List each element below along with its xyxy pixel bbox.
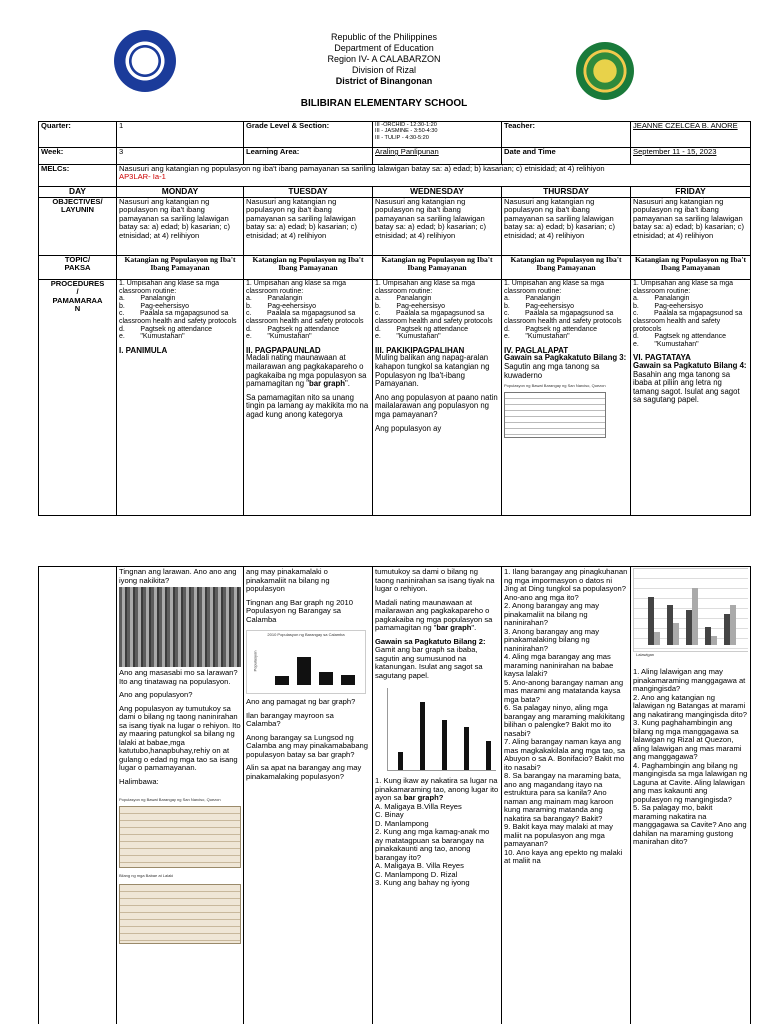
activity-bar-1 bbox=[398, 752, 403, 770]
population-example-table bbox=[119, 806, 241, 868]
procedure-friday: 1. Umpisahan ang klase sa mga classroom routine: a. Panalangin b. Pag-eehersisyo c. Paalala sa mgapagsunod sa classroom health and safety protocols d. Pagtsek ng attendance e. "Kumustahan" VI. PAGTATAYA Gawain sa Pagkatuto Bilang 4: Basahin ang mga tanong sa ibaba at piliin ang letra ng tamang sagot. Isulat ang sagot sa sagutang papel. bbox=[631, 280, 751, 516]
quarter-value: 1 bbox=[117, 122, 244, 148]
topic-monday: Katangian ng Populasyon ng Iba't Ibang Pamayanan bbox=[117, 256, 244, 280]
page2-thursday-column: 1. Ilang barangay ang pinagkuhanan ng mga impormasyon o datos ni Jing at Ding tungkol sa populasyon? Ano-ano ang mga ito? 2. Anong barangay ang may pinakamaliit na bilang ng naninirahan? 3. Anong barangay ang may pinakamalaking bilang ng naninirahan? 4. Aling mga barangay ang mas maraming naninirahan na babae kaysa lalaki? 5. Ano-anong barangay naman ang mas marami ang matatanda kaysa mga bata? 6. Sa palagay ninyo, aling mga barangay ang maraming makikitang bilihan o palengke? Bakit mo ito nasabi? 7. Aling barangay naman kaya ang mas magkakakilala ang mga tao, sa Abuyon o sa A. Bonifacio? Bakit mo ito nasabi? 8. Sa barangay na maraming bata, ano ang magandang itayo na estruktura para sa kanila? Ano naman ang mainam mag karoon kung maraming matanda ang nakatira sa barangay? Bakit? 9. Bakit kaya may malaki at may maliit na populasyon ang mga pamayanan? 10. Ano kaya ang epekto ng malaki at maliit na bbox=[504, 568, 628, 865]
workers-bar-2-2 bbox=[673, 623, 679, 645]
page2-wednesday-column: tumutukoy sa dami o bilang ng taong naninirahan sa isang tiyak na lugar o rehiyon. Madali nating maunawaan at mailarawan ang pagkakapareho o pagkakaiba ng mga populasyon sa pamamagitan ng "bar graph". Gawain sa Pagkatuto Bilang 2: Gamit ang bar graph sa ibaba, sagutin ang sumusunod na katanungan. Isulat ang sagot sa sagutang papel. 1. Kung ikaw ay nakatira sa lugar na pinakamaraming tao, anong lugar ito ayon sa bar graph? A. Maligaya B.Villa Reyes C. Binay D. Manlampong 2. Kung ang mga kamag-anak mo ay matatagpuan sa barangay na pinakakaunti ang tao, anong barangay ito? A. Maligaya B. Villa Reyes C. Manlampong D. Rizal 3. Kung ang bahay ng iyong bbox=[375, 568, 499, 887]
procedure-wednesday: 1. Umpisahan ang klase sa mga classroom routine: a. Panalangin b. Pag-eehersisyo c. Paalala sa mgapagsunod sa classroom health and safety protocols d. Pagtsek ng attendance e. "Kumustahan" III. PAKIKIPAGPALIHAN Muling balikan ang napag-aralan kahapon tungkol sa katangian ng Populasyon ng Iba't-ibang Pamayanan. Ano ang populasyon at paano natin mailalarawan ang populasyon ng mga pamayanan? Ang populasyon ay bbox=[373, 280, 502, 516]
calamba-bar-chart bbox=[246, 630, 366, 694]
example-table-title: Populasyon ng Bawat Barangay ng San Narciso, Quezon bbox=[119, 797, 221, 802]
workers-bar-chart bbox=[633, 568, 748, 657]
area-label: Learning Area: bbox=[244, 148, 373, 165]
panimula-heading: I. PANIMULA bbox=[119, 345, 168, 355]
calamba-bar-2 bbox=[297, 657, 311, 686]
melcs-text: Nasusuri ang katangian ng populasyon ng iba't ibang pamayanan sa sariling lalawigan batay sa: a) edad; b) kasarian; c) etnisidad; at 4) relihiyon AP3LAR- Ia-1 bbox=[117, 165, 751, 187]
calamba-bar-4 bbox=[341, 675, 355, 686]
workers-bar-2-4 bbox=[711, 636, 717, 645]
page2-friday-column: Lalawigan 1. Aling lalawigan ang may pinakamaraming manggagawa at mangingisda? 2. Ano ang katangian ng lalawigan ng Batangas at marami ang nakatirang mangingisda dito? 3. Kung paghahambingin ang bilang ng mga manggagawa sa lalawigan ng Rizal at Quezon, aling lalawigan ang mas marami ang manggagawa? 4. Paghambingin ang bilang ng mangingisda sa mga lalawigan ng Laguna at Cavite. Aling lalawigan ang mas kakaunti ang populasyon ng mangingisda? 5. Sa palagay mo, bakit maraming nakatira na manggagawa sa Cavite? Ano ang dahilan na maraming gustong manirahan dito? bbox=[633, 568, 748, 847]
activity-bar-4 bbox=[464, 727, 469, 770]
objective-friday: Nasusuri ang katangian ng populasyon ng iba't ibang pamayanan sa sariling lalawigan batay sa: a) edad; b) kasarian; c) etnisidad; at 4) relihiyon bbox=[631, 198, 751, 256]
chart-y-label: Populasyon bbox=[252, 650, 258, 672]
page2-monday-column: Tingnan ang larawan. Ano ano ang iyong nakikita? Ano ang masasabi mo sa larawan? Ito ang tinatawag na populasyon. Ano ang populasyon? Ang populasyon ay tumutukoy sa dami o bilang ng taong naninirahan sa isang tiyak na lugar o rehiyon. Ito ay maaring patungkol sa bilang ng lalaki at babae,mga katutubo,hanapbuhay,rehiy on at gulang o edad ng mga tao sa isang lugar o pamamayanan. Halimbawa: Populasyon ng Bawat Barangay ng San Narciso, Quezon Bilang ng mga Babae at Lalaki bbox=[119, 568, 241, 944]
activity-bar-3 bbox=[442, 720, 447, 770]
page2-tuesday-column: ang may pinakamalaki o pinakamaliit na bilang ng populasyon Tingnan ang Bar graph ng 2010 Populasyon ng Barangay sa Calamba 2010 Populasyon ng Barangay sa Calamba Populasyon Ano ang pamagat ng bar graph? Ilan barangay mayroon sa Calamba? Anong barangay sa Lungsod ng Calamba ang may pinakamababang populasyon batay sa bar graph? Alin sa apat na barangay ang may pinakamalaking populasyon? bbox=[246, 568, 369, 781]
date-label: Date and Time bbox=[502, 148, 631, 165]
sections-list: III -ORCHID - 12:30-1:20 III - JASMINE - 3:50-4:30 III - TULIP - 4:30-5:20 bbox=[373, 122, 502, 148]
grade-label: Grade Level & Section: bbox=[244, 122, 373, 148]
activity-bar-chart bbox=[387, 688, 496, 771]
tuesday-header: TUESDAY bbox=[244, 187, 373, 198]
activity-bar-5 bbox=[486, 741, 491, 770]
date-value: September 11 - 15, 2023 bbox=[631, 148, 751, 165]
objective-monday: Nasusuri ang katangian ng populasyon ng iba't ibang pamayanan sa sariling lalawigan batay sa: a) edad; b) kasarian; c) etnisidad; at 4) relihiyon bbox=[117, 198, 244, 256]
chart-x-label: Lalawigan bbox=[636, 652, 655, 657]
objective-thursday: Nasusuri ang katangian ng populasyon ng iba't ibang pamayanan sa sariling lalawigan batay sa: a) edad; b) kasarian; c) etnisidad; at 4) relihiyon bbox=[502, 198, 631, 256]
topic-label: TOPIC/ PAKSA bbox=[39, 256, 117, 280]
topic-thursday: Katangian ng Populasyon ng Iba't Ibang Pamayanan bbox=[502, 256, 631, 280]
teacher-label: Teacher: bbox=[502, 122, 631, 148]
pagtataya-heading: VI. PAGTATAYA bbox=[633, 353, 691, 363]
gender-table-title: Bilang ng mga Babae at Lalaki bbox=[119, 873, 174, 878]
melcs-label: MELCs: bbox=[39, 165, 117, 187]
pakikipagpalihan-heading: III. PAKIKIPAGPALIHAN bbox=[375, 345, 465, 355]
objectives-label: OBJECTIVES/ LAYUNIN bbox=[39, 198, 117, 256]
wednesday-header: WEDNESDAY bbox=[373, 187, 502, 198]
school-name: BILIBIRAN ELEMENTARY SCHOOL bbox=[300, 98, 468, 109]
objective-tuesday: Nasusuri ang katangian ng populasyon ng iba't ibang pamayanan sa sariling lalawigan batay sa: a) edad; b) kasarian; c) etnisidad; at 4) relihiyon bbox=[244, 198, 373, 256]
workers-bar-2-1 bbox=[654, 632, 660, 645]
population-table-image bbox=[504, 392, 606, 438]
quarter-label: Quarter: bbox=[39, 122, 117, 148]
teacher-name: JEANNE CZELCEA B. ANORE bbox=[631, 122, 751, 148]
topic-tuesday: Katangian ng Populasyon ng Iba't Ibang Pamayanan bbox=[244, 256, 373, 280]
chart-title: 2010 Populasyon ng Barangay sa Calamba bbox=[267, 632, 345, 637]
friday-header: FRIDAY bbox=[631, 187, 751, 198]
objective-wednesday: Nasusuri ang katangian ng populasyon ng iba't ibang pamayanan sa sariling lalawigan batay sa: a) edad; b) kasarian; c) etnisidad; at 4) relihiyon bbox=[373, 198, 502, 256]
gender-table bbox=[119, 884, 241, 944]
workers-bar-2-3 bbox=[692, 588, 698, 645]
letterhead: Republic of the Philippines Department of Education Region IV- A CALABARZON Division of Rizal District of Binangonan bbox=[327, 32, 441, 86]
crowd-photo bbox=[119, 587, 241, 667]
topic-friday: Katangian ng Populasyon ng Iba't Ibang Pamayanan bbox=[631, 256, 751, 280]
calamba-bar-1 bbox=[275, 676, 289, 685]
monday-header: MONDAY bbox=[117, 187, 244, 198]
calamba-bar-3 bbox=[319, 672, 333, 686]
procedure-tuesday: 1. Umpisahan ang klase sa mga classroom routine: a. Panalangin b. Pag-eehersisyo c. Paalala sa mgapagsunod sa classroom health and safety protocols d. Pagtsek ng attendance e. "Kumustahan" II. PAGPAPAUNLAD Madali nating maunawaan at mailarawan ang pagkakapareho o pagkakaiba ng mga populasyon sa pamamagitan ng "bar graph". Sa pamamagitan nito sa unang tingin pa lamang ay makikita mo na agad kung anong kategorya bbox=[244, 280, 373, 516]
activity-bar-2 bbox=[420, 702, 425, 770]
week-value: 3 bbox=[117, 148, 244, 165]
week-label: Week: bbox=[39, 148, 117, 165]
day-header: DAY bbox=[39, 187, 117, 198]
lesson-plan-table bbox=[38, 121, 751, 516]
table-top-border bbox=[38, 566, 750, 567]
paglalapat-heading: IV. PAGLALAPAT bbox=[504, 345, 569, 355]
melc-code: AP3LAR- Ia-1 bbox=[119, 172, 166, 182]
population-table-title: Populasyon ng Bawat Barangay ng San Narciso, Quezon bbox=[504, 383, 606, 389]
area-value: Araling Panlipunan bbox=[373, 148, 502, 165]
pagpapaunlad-heading: II. PAGPAPAUNLAD bbox=[246, 345, 321, 355]
topic-wednesday: Katangian ng Populasyon ng Iba't Ibang Pamayanan bbox=[373, 256, 502, 280]
thursday-header: THURSDAY bbox=[502, 187, 631, 198]
procedure-monday: 1. Umpisahan ang klase sa mga classroom routine: a. Panalangin b. Pag-eehersisyo c. Paalala sa mgapagsunod sa classroom health and safety protocols d. Pagtsek ng attendance e. "Kumustahan" I. PANIMULA bbox=[117, 280, 244, 516]
procedure-thursday: 1. Umpisahan ang klase sa mga classroom routine: a. Panalangin b. Pag-eehersisyo c. Paalala sa mgapagsunod sa classroom health and safety protocols d. Pagtsek ng attendance e. "Kumustahan" IV. PAGLALAPAT Gawain sa Pagkakatuto Bilang 3: Sagutin ang mga tanong sa kuwaderno Populasyon ng Bawat Barangay ng San Narciso, Quezon bbox=[502, 280, 631, 516]
procedures-label: PROCEDURES / PAMAMARAA N bbox=[39, 280, 117, 516]
workers-bar-2-5 bbox=[730, 605, 736, 645]
